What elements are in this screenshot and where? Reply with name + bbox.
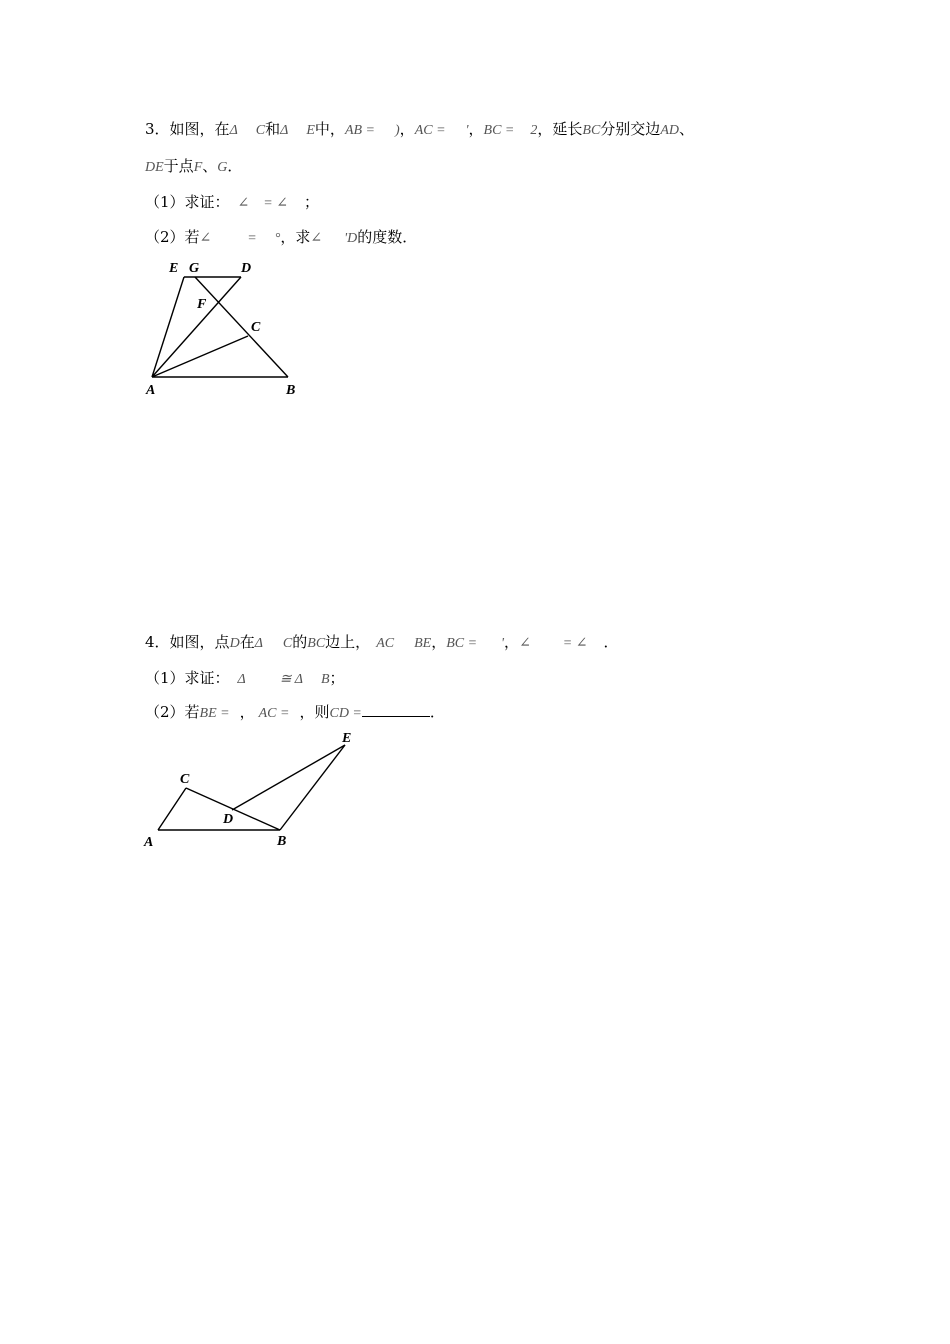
problem4-part1 [145,668,345,690]
problem4-text: ， [431,633,447,651]
segment-AD [152,277,241,377]
math-eq-angle: = ∠ [562,636,588,651]
point-label: C [251,320,261,335]
point-label: G [189,261,200,276]
math-degree: ° [274,231,281,246]
math-bc: BC [307,636,326,651]
problem3-text: 、 [678,120,694,138]
problem3-text: 、 [202,157,218,175]
math-eq: = [247,231,257,246]
problem3-text: ， [399,120,415,138]
math-ac: AC [376,636,395,651]
point-label: A [146,383,156,398]
problem3-part2 [145,227,417,249]
math-be-eq: BE = [199,706,230,721]
problem3-text: 于点 [163,157,194,175]
math-fragment: ) [395,123,400,138]
math-f: F [193,160,203,175]
math-triangle-2: Δ [280,123,289,138]
part-label: （1）求证： [145,669,230,687]
math-fragment: 'D [344,231,358,246]
math-fragment: E [306,123,315,138]
math-triangle: Δ [254,636,263,651]
problem3-text: 中， [314,120,345,138]
problem4-text: 如图，点 [169,633,230,651]
math-triangle-1: Δ [229,123,238,138]
part-label: （2）若 [145,228,200,246]
problem3-text: ，求 [280,228,311,246]
math-angle: ∠ [310,231,323,246]
problem4-text: ，则 [299,703,330,721]
math-fragment: C [282,636,293,651]
problem4-text: ． [429,703,445,721]
math-angle: ∠ [519,636,531,651]
math-ac-eq: AC = [414,123,446,138]
segment-AC [152,336,248,377]
problem4-text: ． [603,633,619,651]
part-label: （1）求证： [145,193,230,211]
math-be: BE [414,636,432,651]
math-g: G [217,160,228,175]
segment-AC [158,788,186,830]
math-bc-eq: BC = [446,636,478,651]
math-fragment: B [320,672,330,687]
problem4-text: 边上， [325,633,371,651]
problem4-line1 [145,632,619,654]
problem3-text: ； [303,193,319,211]
point-label: B [277,834,287,849]
math-d: D [229,636,240,651]
problem3-text: ， [468,120,484,138]
problem4-number: 4． [145,633,170,651]
math-fragment: C [255,123,266,138]
point-label: D [241,261,252,276]
point-label: D [223,812,234,827]
problem4-figure [140,728,370,853]
problem3-text: ． [227,157,243,175]
problem4-text: 在 [239,633,255,651]
problem3-text: 的度数． [357,228,418,246]
point-label: E [169,261,179,276]
math-ab-eq: AB = [344,123,375,138]
math-ad: AD [660,123,679,138]
problem3-line1 [145,119,694,141]
problem3-part1 [145,192,319,214]
problem3-line2 [145,156,242,178]
math-fragment: ' [501,636,505,651]
problem4-text: ， [504,633,520,651]
problem4-part2 [145,702,445,724]
math-eq-angle: = ∠ [263,196,288,211]
math-angle: ∠ [237,196,250,211]
segment-GB [195,277,288,377]
math-de: DE [145,160,164,175]
problem3-text: 和 [265,120,281,138]
math-angle: ∠ [199,231,212,246]
problem3-figure [140,255,320,405]
problem3-text: 分别交边 [600,120,661,138]
point-label: C [180,772,190,787]
math-fragment: ' [465,123,469,138]
segment-AE [152,277,184,377]
math-bc: BC [582,123,601,138]
segment-BE [280,745,345,830]
answer-blank[interactable] [362,702,430,717]
math-fragment: 2 [530,123,538,138]
point-label: B [286,383,296,398]
math-ac-eq: AC = [258,706,290,721]
math-triangle: Δ [237,672,246,687]
problem4-text: ， [239,703,255,721]
problem4-text: 的 [292,633,308,651]
math-congruent: ≅ Δ [279,672,303,687]
point-label: A [144,835,154,850]
problem3-number: 3． [145,120,170,138]
point-label: F [197,297,207,312]
point-label: E [342,731,352,746]
part-label: （2）若 [145,703,200,721]
math-bc-eq: BC = [483,123,515,138]
problem3-text: ，延长 [537,120,583,138]
math-cd-eq: CD = [329,706,362,721]
problem3-text: 如图，在 [169,120,230,138]
problem4-text: ； [329,669,345,687]
segment-DE [232,745,345,810]
